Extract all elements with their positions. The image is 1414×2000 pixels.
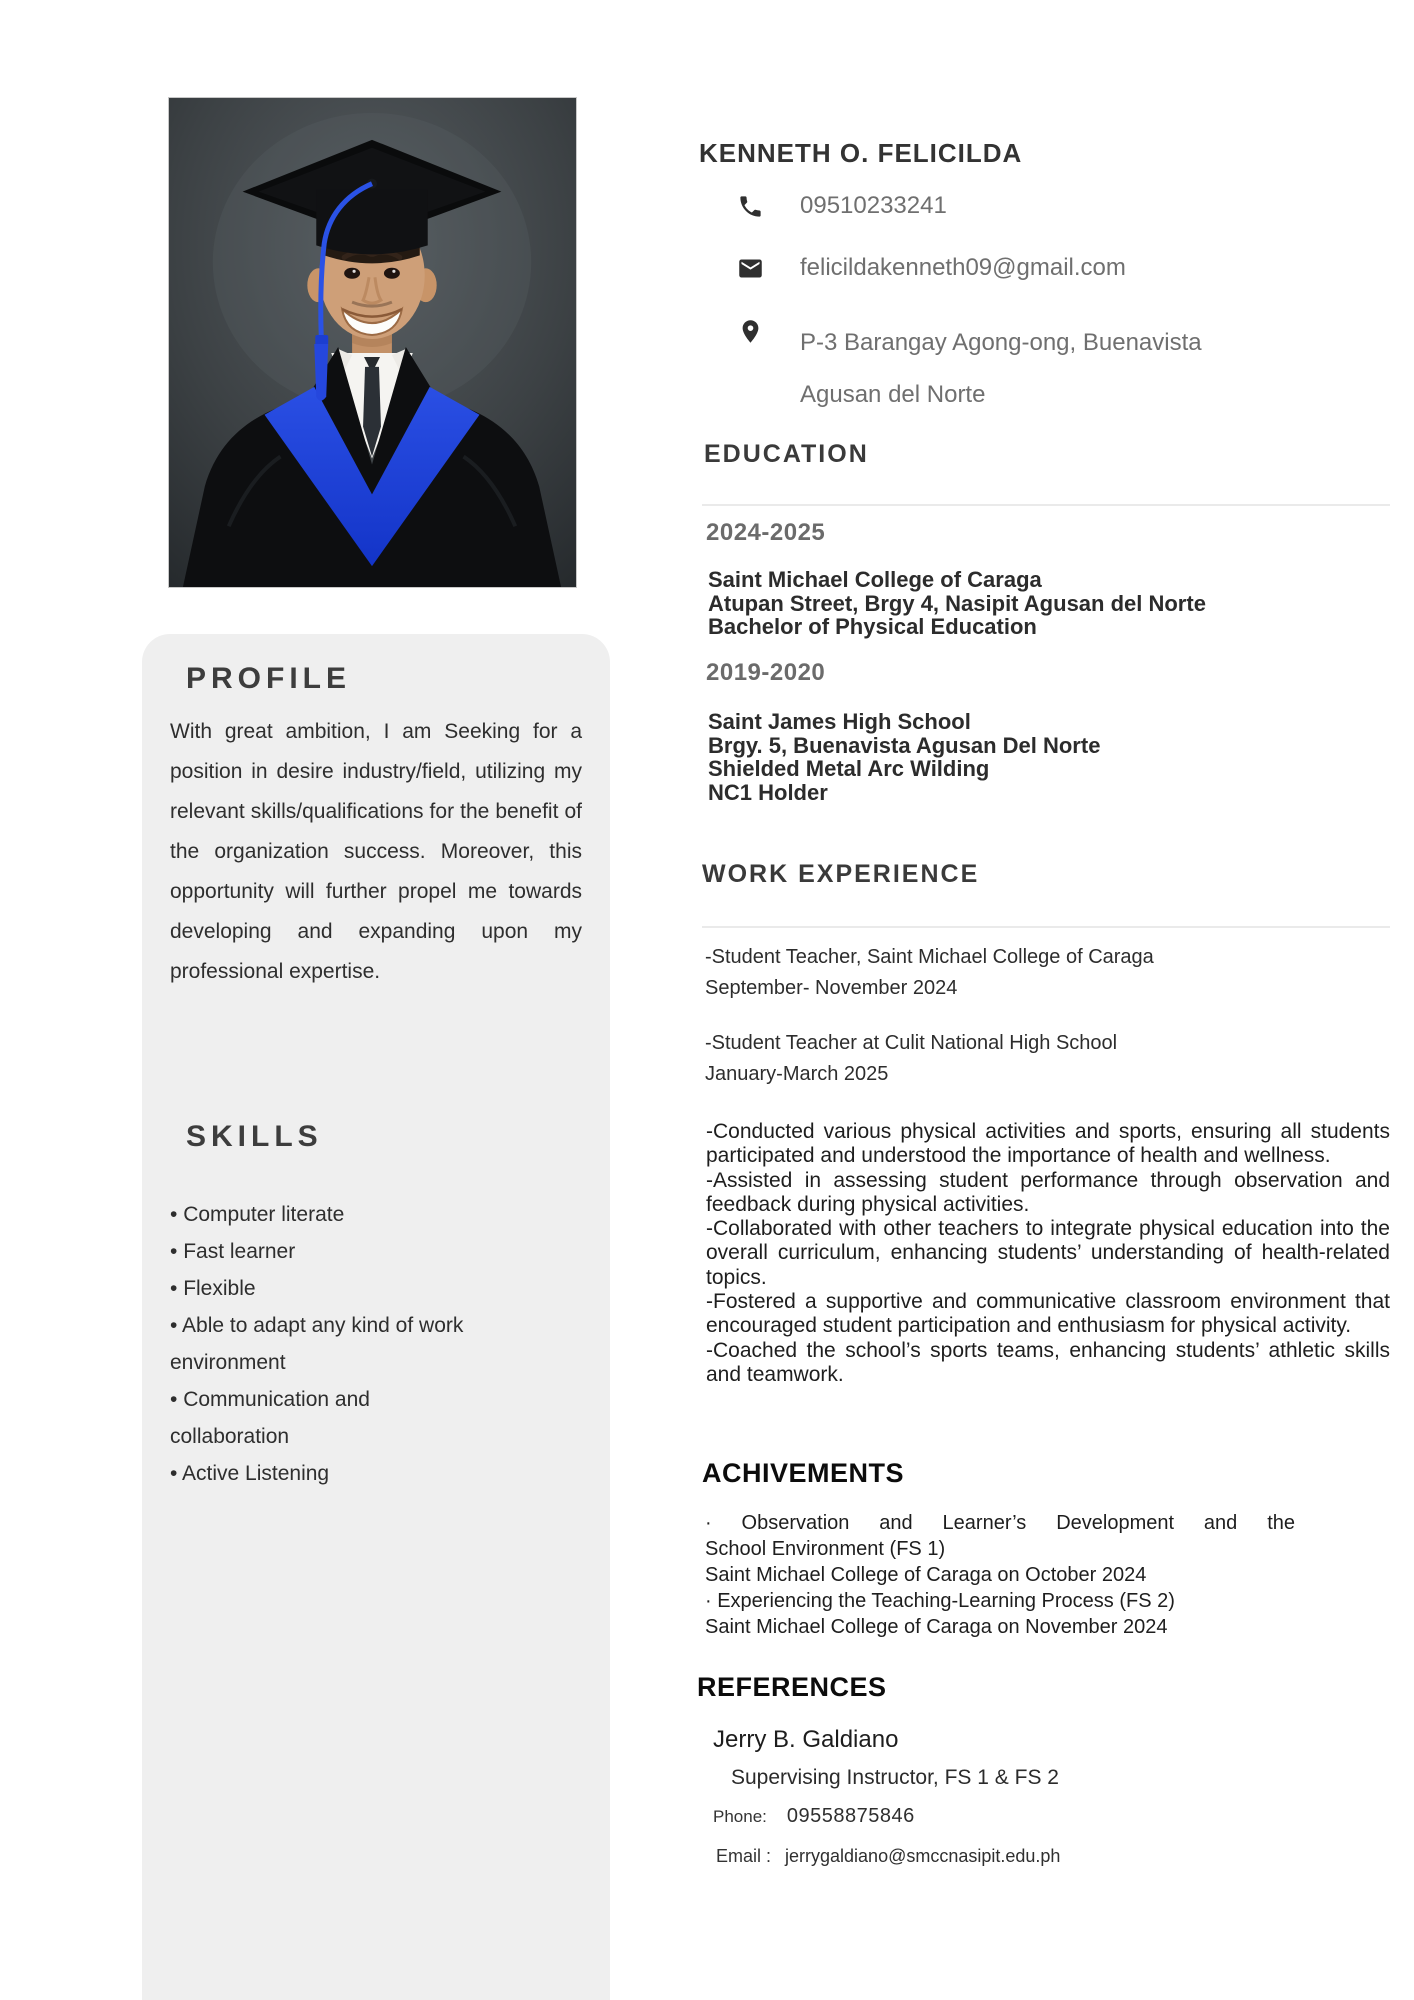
education-line: NC1 Holder	[708, 779, 828, 805]
reference-email-row	[716, 1846, 1060, 1867]
phone-value: 09510233241	[800, 192, 947, 219]
skills-list	[170, 1196, 470, 1492]
skill-item: • Fast learner	[170, 1233, 470, 1270]
achievement-line: · Observation and Learner’s Development and the	[705, 1512, 1295, 1534]
contact-phone-row	[737, 192, 947, 220]
profile-section	[170, 662, 586, 992]
graduation-portrait-illustration	[169, 98, 576, 587]
achievements-list	[705, 1510, 1295, 1640]
reference-role: Supervising Instructor, FS 1 & FS 2	[731, 1766, 1059, 1789]
reference-phone-label: Phone:	[713, 1807, 767, 1826]
skill-item: • Flexible	[170, 1270, 470, 1307]
duty-item: -Conducted various physical activities and sports, ensuring all students participated and understood the importance of health and wellness.	[706, 1120, 1390, 1168]
work-period: January-March 2025	[705, 1063, 889, 1085]
work-role: -Student Teacher, Saint Michael College of Caraga	[705, 946, 1154, 968]
work-entry	[705, 1028, 1117, 1090]
education-entry	[708, 568, 1206, 639]
email-value: felicildakenneth09@gmail.com	[800, 254, 1126, 281]
phone-icon	[737, 192, 764, 220]
reference-phone-row	[713, 1805, 915, 1828]
education-title: EDUCATION	[704, 440, 869, 468]
education-line: Brgy. 5, Buenavista Agusan Del Norte	[708, 732, 1101, 758]
skills-section	[170, 1120, 500, 1492]
contact-email-row	[737, 254, 1126, 282]
skill-item: • Computer literate	[170, 1196, 470, 1233]
address-line-1: P-3 Barangay Agong-ong, Buenavista	[800, 329, 1202, 356]
duty-item: -Assisted in assessing student performance through observation and feedback during physical activities.	[706, 1168, 1390, 1216]
education-line: Saint Michael College of Caraga	[708, 567, 1042, 592]
work-period: September- November 2024	[705, 977, 958, 999]
achievements-title: ACHIVEMENTS	[702, 1458, 905, 1488]
education-years: 2019-2020	[706, 659, 826, 686]
reference-email-label: Email :	[716, 1846, 772, 1866]
skill-item: • Communication and collaboration	[170, 1381, 470, 1455]
references-title: REFERENCES	[697, 1672, 887, 1702]
skill-item: • Active Listening	[170, 1455, 470, 1492]
skills-title: SKILLS	[186, 1120, 323, 1153]
education-line: Bachelor of Physical Education	[708, 614, 1037, 639]
work-divider	[702, 926, 1390, 928]
achievement-line: · Experiencing the Teaching-Learning Process (FS 2)	[705, 1590, 1175, 1612]
duty-item: -Coached the school’s sports teams, enhancing students’ athletic skills and teamwork.	[706, 1338, 1390, 1386]
profile-text: With great ambition, I am Seeking for a position in desire industry/field, utilizing my relevant skills/qualifications for the benefit of the organization success. Moreover, this opportunity will further propel me towards developing and expanding upon my professional expertise.	[170, 720, 582, 983]
email-icon	[737, 254, 764, 282]
education-line: Shielded Metal Arc Wilding	[708, 756, 990, 781]
reference-phone-value: 09558875846	[786, 1805, 915, 1827]
education-years: 2024-2025	[706, 519, 826, 546]
education-entry	[708, 710, 1100, 804]
left-sidebar-card	[142, 634, 610, 2000]
achievement-line: Saint Michael College of Caraga on October 2024	[705, 1564, 1147, 1586]
achievement-line: Saint Michael College of Caraga on November 2024	[705, 1616, 1168, 1638]
reference-name: Jerry B. Galdiano	[713, 1726, 899, 1753]
graduation-photo	[168, 97, 577, 588]
contact-address-row	[737, 317, 1202, 421]
work-experience-title: WORK EXPERIENCE	[702, 860, 980, 888]
profile-title: PROFILE	[186, 662, 352, 695]
work-entry	[705, 942, 1154, 1004]
candidate-name: KENNETH O. FELICILDA	[699, 138, 1023, 168]
education-line: Atupan Street, Brgy 4, Nasipit Agusan del Norte	[708, 590, 1206, 616]
duty-item: -Fostered a supportive and communicative classroom environment that encouraged student participation and enthusiasm for physical activity.	[706, 1290, 1390, 1338]
reference-email-value: jerrygaldiano@smccnasipit.edu.ph	[785, 1846, 1061, 1866]
education-line: Saint James High School	[708, 709, 971, 734]
work-duties	[706, 1120, 1390, 1387]
duty-item: -Collaborated with other teachers to integrate physical education into the overall curriculum, enhancing students’ understanding of health-related topics.	[706, 1217, 1390, 1289]
achievement-line: School Environment (FS 1)	[705, 1538, 946, 1560]
location-icon	[737, 317, 764, 345]
education-divider	[702, 504, 1390, 506]
address-line-2: Agusan del Norte	[800, 381, 986, 408]
address-lines	[800, 317, 1202, 421]
skill-item: • Able to adapt any kind of work environment	[170, 1307, 470, 1381]
work-role: -Student Teacher at Culit National High School	[705, 1032, 1118, 1054]
